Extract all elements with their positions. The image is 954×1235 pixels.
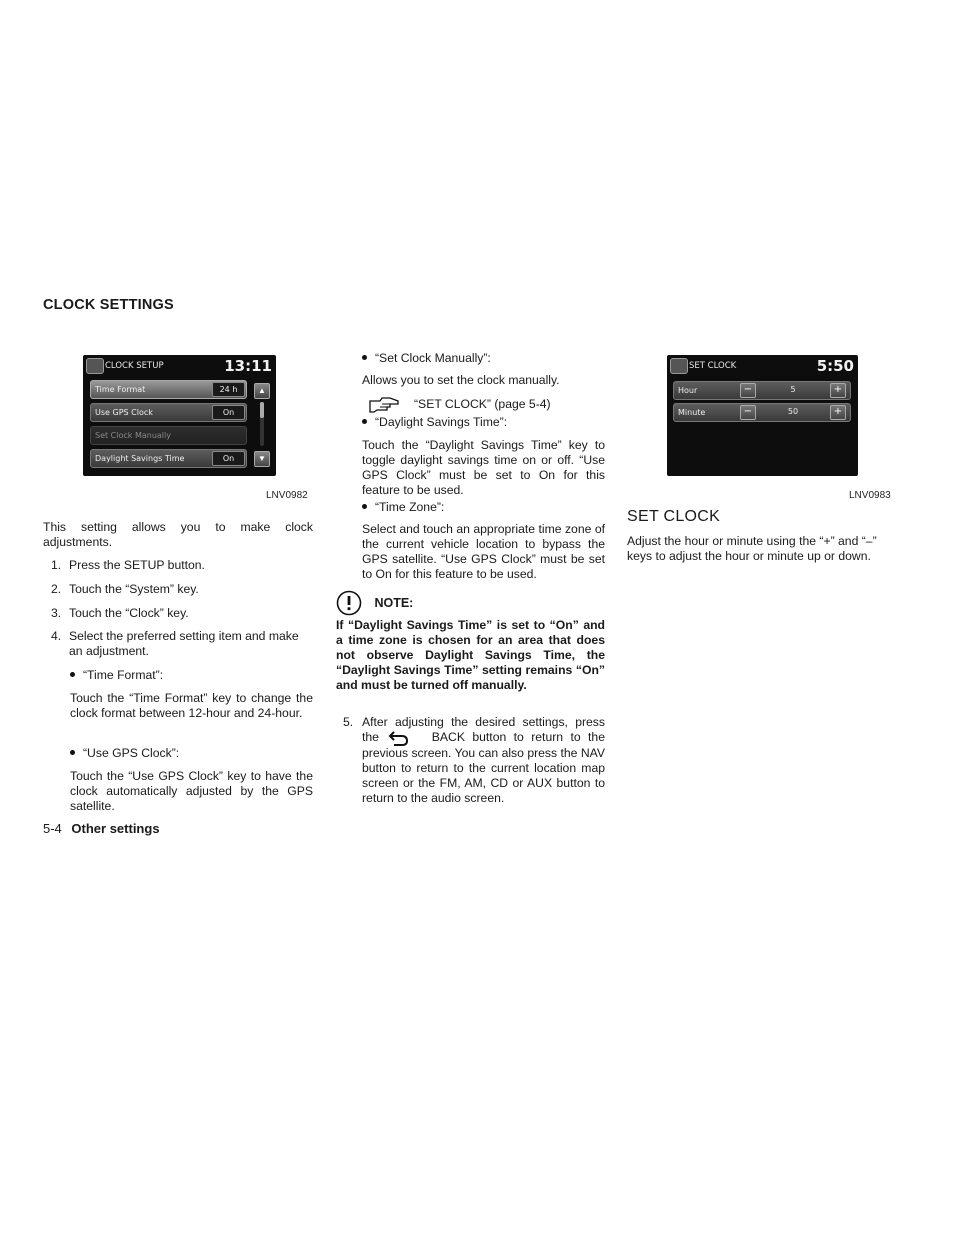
time-format-description: Touch the “Time Format” key to change the clock format between 12-hour and 24-hour. [70, 691, 313, 720]
bullet-icon [70, 750, 75, 755]
step-5 [343, 715, 605, 806]
scroll-up-button[interactable]: ▲ [254, 383, 270, 399]
bullet-time-zone [362, 500, 444, 515]
page-number: 5-4 [43, 821, 62, 836]
set-clock-manually-description: Allows you to set the clock manually. [362, 373, 560, 387]
screen-header [83, 355, 276, 377]
step-text: Touch the “Clock” key. [69, 606, 189, 620]
minute-plus-button[interactable]: + [830, 405, 846, 420]
step-1 [51, 558, 313, 573]
use-gps-clock-description: Touch the “Use GPS Clock” key to have the clock automatically adjusted by the GPS satellite. [70, 769, 313, 813]
step-text-part-b: BACK button to return to the previous screen. You can also press the NAV button to return to the current location map screen or the FM, AM, CD or AUX button to return to the audio screen. [362, 730, 605, 805]
set-clock-manually-row[interactable] [90, 426, 247, 445]
hour-plus-button[interactable]: + [830, 383, 846, 398]
note-header [336, 590, 413, 616]
bullet-title: “Time Zone”: [375, 500, 445, 514]
bullet-icon [362, 355, 367, 360]
step-number: 4. [51, 629, 62, 643]
daylight-savings-description: Touch the “Daylight Savings Time” key to toggle daylight savings time on or off. “Use GPS Clock” must be set to On for this feature to be used. [362, 438, 605, 497]
back-arrow-icon [388, 730, 410, 746]
time-zone-description: Select and touch an appropriate time zone of the current vehicle location to bypass the GPS satellite. “Use GPS Clock” must be set to On for this feature to be used. [362, 522, 605, 581]
page-footer [43, 821, 160, 836]
minute-minus-button[interactable]: − [740, 405, 756, 420]
scroll-down-button[interactable]: ▼ [254, 451, 270, 467]
bullet-title: “Use GPS Clock”: [83, 746, 180, 760]
step-2 [51, 582, 313, 597]
bullet-set-clock-manually [362, 351, 491, 366]
row-label: Use GPS Clock [95, 408, 153, 417]
bullet-icon [362, 419, 367, 424]
screen-clock: 13:11 [224, 357, 272, 375]
screen-header [667, 355, 858, 377]
row-label: Set Clock Manually [95, 431, 171, 440]
bullet-title: “Set Clock Manually”: [375, 351, 491, 365]
caution-icon [336, 590, 362, 616]
step-4 [51, 629, 313, 659]
set-clock-description: Adjust the hour or minute using the “+” and “–” keys to adjust the hour or minute up or down. [627, 534, 877, 563]
clock-setup-screen-figure [83, 355, 276, 476]
row-value: On [212, 405, 245, 420]
setup-icon [670, 358, 688, 374]
time-format-row[interactable] [90, 380, 247, 399]
step-text: Touch the “System” key. [69, 582, 199, 596]
setup-icon [86, 358, 104, 374]
set-clock-heading: SET CLOCK [627, 508, 721, 525]
screen-clock: 5:50 [816, 357, 854, 375]
figure-caption: LNV0982 [266, 490, 308, 501]
footer-section: Other settings [71, 821, 160, 836]
row-value: 24 h [212, 382, 245, 397]
note-text: If “Daylight Savings Time” is set to “On” and a time zone is chosen for an area that does not observe Daylight Savings Time, the “Daylight Savings Time” setting remains “On” and must be turned off manually. [336, 618, 605, 692]
step-text [362, 715, 605, 806]
row-value: On [212, 451, 245, 466]
bullet-title: “Daylight Savings Time”: [375, 415, 508, 429]
step-text: Select the preferred setting item and make an adjustment. [69, 629, 299, 658]
row-label: Minute [678, 408, 706, 417]
bullet-icon [362, 504, 367, 509]
note-label: NOTE: [374, 596, 414, 610]
section-title: CLOCK SETTINGS [43, 297, 174, 313]
bullet-use-gps-clock [70, 746, 179, 761]
step-number: 5. [343, 715, 354, 729]
row-label: Daylight Savings Time [95, 454, 185, 463]
scrollbar-thumb[interactable] [260, 402, 264, 418]
bullet-daylight-savings [362, 415, 507, 430]
bullet-time-format [70, 668, 163, 683]
row-label: Time Format [95, 385, 146, 394]
step-number: 2. [51, 582, 62, 596]
step-number: 1. [51, 558, 62, 572]
set-clock-screen-figure [667, 355, 858, 476]
pointing-hand-icon [368, 396, 400, 414]
step-number: 3. [51, 606, 62, 620]
step-text-part-a: After adjusting the desired settings, press the [362, 715, 605, 745]
screen-title: CLOCK SETUP [105, 361, 164, 371]
step-3 [51, 606, 313, 621]
minute-value: 50 [787, 407, 799, 416]
hour-row [673, 381, 851, 400]
intro-paragraph: This setting allows you to make clock adjustments. [43, 520, 313, 549]
bullet-title: “Time Format”: [83, 668, 164, 682]
cross-reference[interactable] [368, 396, 551, 414]
minute-row [673, 403, 851, 422]
row-label: Hour [678, 386, 698, 395]
figure-caption: LNV0983 [849, 490, 891, 501]
reference-text: “SET CLOCK” (page 5-4) [414, 397, 551, 412]
step-text: Press the SETUP button. [69, 558, 205, 572]
daylight-savings-row[interactable] [90, 449, 247, 468]
screen-title: SET CLOCK [689, 361, 737, 371]
bullet-icon [70, 672, 75, 677]
hour-value: 5 [790, 385, 796, 394]
hour-minus-button[interactable]: − [740, 383, 756, 398]
use-gps-clock-row[interactable] [90, 403, 247, 422]
scrollbar-track[interactable] [260, 402, 264, 446]
